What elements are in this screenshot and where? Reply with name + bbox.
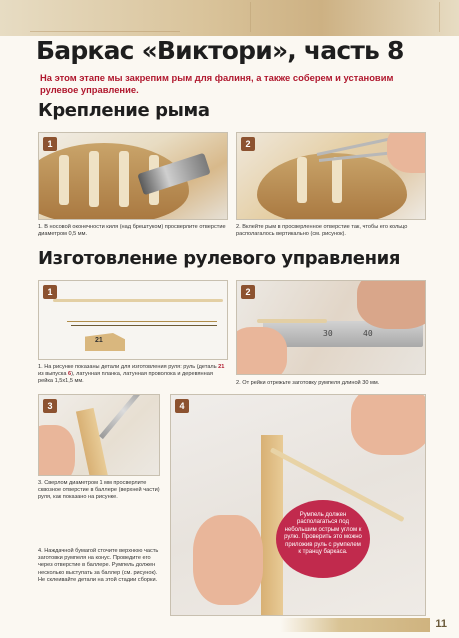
step-photo-2-glue-ring — [236, 132, 426, 220]
rudder-part — [76, 408, 108, 476]
brass-wire — [71, 325, 217, 326]
ship-sketch-decoration — [30, 4, 180, 32]
boat-slat — [297, 157, 307, 203]
step-badge: 2 — [241, 285, 255, 299]
wooden-strip — [53, 299, 223, 302]
section-title-ringbolt: Крепление рыма — [38, 100, 210, 121]
hand — [193, 515, 263, 605]
hand — [357, 280, 426, 329]
step-caption: 2. Вклейте рым в просверленное отверстие так, чтобы его кольцо располагалось вертикально (см. рисунок). — [236, 224, 408, 238]
ruler-mark: 30 — [323, 329, 333, 338]
boat-slat — [89, 151, 99, 207]
wooden-strip — [257, 319, 327, 323]
step-photo-drill-rudder — [38, 394, 160, 476]
step-photo-parts-layout — [38, 280, 228, 360]
step-badge: 3 — [43, 399, 57, 413]
page-title: Баркас «Виктори», часть 8 — [36, 36, 404, 65]
step-photo-cut-tiller — [236, 280, 426, 375]
part-number-label: 21 — [95, 337, 103, 344]
step-badge: 2 — [241, 137, 255, 151]
hand — [236, 327, 287, 375]
rudder-part — [85, 333, 125, 351]
section-title-steering: Изготовление рулевого управления — [38, 248, 400, 269]
step-caption: 1. В носовой оконечности киля (над брештуком) просверлите отверстие диаметром 0,5 мм. — [38, 224, 226, 238]
step-badge: 4 — [175, 399, 189, 413]
boat-slat — [332, 157, 342, 203]
step-caption: 2. От рейки отрежьте заготовку румпеля длиной 30 мм. — [236, 380, 380, 386]
step-caption: 3. Сверлом диаметром 1 мм просверлите сквозное отверстие в баллере (верхней части) руля, как показано на рисунке. — [38, 480, 160, 501]
footer-decoration — [280, 618, 430, 632]
hand — [38, 425, 75, 476]
step-badge: 1 — [43, 285, 57, 299]
brass-strip — [67, 321, 217, 322]
boat-slat — [119, 151, 129, 207]
drill-bit — [99, 394, 148, 439]
page-number: 11 — [435, 618, 447, 630]
page-footer — [0, 614, 459, 638]
boat-slat — [59, 155, 69, 205]
step-photo-1-drill-keel — [38, 132, 228, 220]
tip-callout: Румпель должен располагаться под небольшим острым углом к рулю. Проверить это можно приложив руль с румпелем к транцу баркаса. — [276, 500, 370, 578]
step-badge: 1 — [43, 137, 57, 151]
hand — [351, 394, 426, 455]
top-decorative-banner — [0, 0, 459, 36]
step-caption: 1. На рисунке показаны детали для изготовления руля: руль (деталь 21 из выпуска 6), латунная планка, латунная проволока и деревянная рейка 1,5x1,5 мм. — [38, 364, 225, 385]
ruler-mark: 40 — [363, 329, 373, 338]
step-caption: 4. Наждачной бумагой сточите верхнюю часть заготовки румпеля на конус. Проведите его через отверстие в баллере. Румпель должен несколько выступать за баллер (см. рисунок). Не склеивайте детали на этой стадии сборки. — [38, 548, 159, 583]
hand — [387, 132, 426, 173]
ship-sketch-decoration — [250, 2, 440, 32]
page-subtitle: На этом этапе мы закрепим рым для фалиня, а также соберем и установим рулевое управление. — [40, 72, 394, 95]
